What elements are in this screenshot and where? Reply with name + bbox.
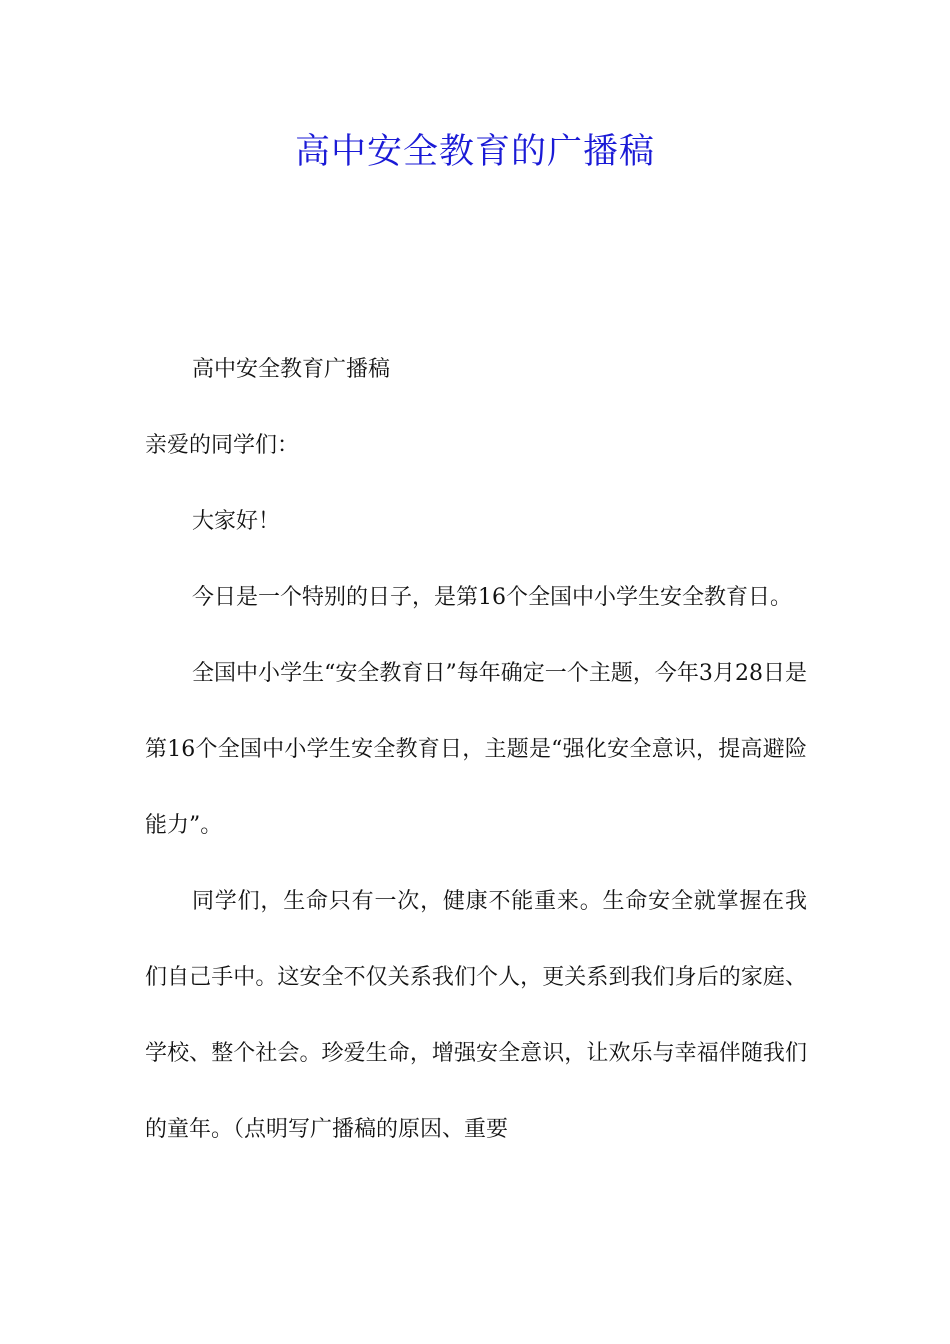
paragraph-intro: 今日是一个特别的日子，是第16个全国中小学生安全教育日。 <box>192 585 792 610</box>
paragraph-subtitle: 高中安全教育广播稿 <box>192 357 391 382</box>
paragraph-theme: 全国中小学生“安全教育日”每年确定一个主题，今年3月28日是第16个全国中小学生安全教育日，主题是“强化安全意识，提高避险能力”。 <box>145 661 807 838</box>
paragraph-greeting: 大家好！ <box>192 509 281 534</box>
document-body <box>145 332 807 1168</box>
paragraph-importance: 同学们，生命只有一次，健康不能重来。生命安全就掌握在我们自己手中。这安全不仅关系我们个人，更关系到我们身后的家庭、学校、整个社会。珍爱生命，增强安全意识，让欢乐与幸福伴随我们的童年。（点明写广播稿的原因、重要 <box>145 889 807 1142</box>
paragraph-salutation: 亲爱的同学们： <box>145 433 300 458</box>
document-title: 高中安全教育的广播稿 <box>294 132 655 172</box>
